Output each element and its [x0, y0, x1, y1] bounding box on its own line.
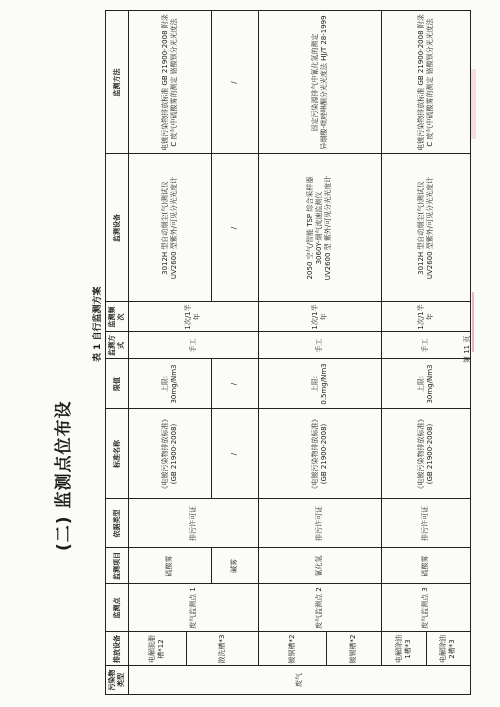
pollutant-type-cell: 废气: [294, 673, 303, 687]
basis-cell: 排污许可证: [315, 506, 323, 541]
monitoring-item-cell: 氰化氢: [315, 555, 323, 577]
device-cell: 3012H 型自动烟尘(气)测试仪 UV2600 型紫外/可见分光光度计: [416, 176, 434, 280]
table-rule: [186, 632, 187, 666]
standard-cell: 《电镀污染物排放标准》(GB 21900-2008): [160, 415, 178, 493]
monitoring-point-cell: 废气监测点 3: [421, 587, 429, 629]
limit-cell: 上限: 30mg/Nm3: [160, 364, 178, 404]
header-limit: 限值: [112, 377, 121, 391]
header-basis: 依据类型: [112, 509, 121, 538]
analysis-cell: 电镀污染物排放标准 GB 21900-2008 附录 C 废气中硫酸雾的测定 铬酸钡分光光度法: [160, 14, 178, 151]
table-caption: 表 1 自行监测方案: [93, 286, 103, 362]
header-equipment: 排放设备: [112, 635, 121, 663]
standard-cell: 《电镀污染物排放标准》(GB 21900-2008): [416, 415, 434, 493]
table-rule: [211, 11, 212, 302]
header-analysis: 监测方法: [112, 68, 121, 97]
limit-cell: 上限: 30mg/Nm3: [416, 364, 434, 404]
monitoring-point-cell: 废气监测点 1: [188, 587, 197, 629]
method-cell: 手工: [188, 338, 197, 353]
header-device: 监测设备: [112, 214, 121, 242]
header-frequency: 监测频次: [108, 306, 125, 328]
device-cell: 3012H 型自动烟尘(气)测试仪 UV2600 型紫外/可见分光光度计: [160, 176, 178, 280]
equipment-cell: 镀铜槽*2: [287, 634, 296, 664]
equipment-cell: 电解除油2槽*3: [439, 635, 456, 663]
section-heading: (二) 监测点位布设: [54, 400, 74, 551]
frequency-cell: 1次/1半年: [416, 304, 434, 330]
monitoring-plan-table: [105, 10, 471, 695]
equipment-cell: 镀锡槽*2: [349, 634, 357, 664]
frequency-cell: 1次/1半年: [310, 304, 328, 330]
analysis-cell: 电镀污染物排放标准 GB 21900-2008 附录 C 废气中硫酸雾的测定 铬酸钡分光光度法: [416, 14, 434, 151]
method-cell: 手工: [315, 338, 323, 353]
equipment-cell: 散洗槽*3: [217, 634, 226, 664]
monitoring-item-cell: 硫酸雾: [165, 555, 173, 577]
standard-cell: 《电镀污染物排放标准》(GB 21900-2008): [310, 415, 328, 493]
device-cell: 2050 空气/智能 TSP 综合采样器 3060Y-烟气流速监测仪 UV2600 型 紫外/可见分光光度计: [306, 175, 332, 281]
header-pollutant-type: 污染物类型: [108, 669, 125, 691]
equipment-cell: 电解脱脂槽*12: [148, 635, 165, 663]
method-cell: 手工: [421, 338, 429, 353]
basis-cell: 排污许可证: [421, 506, 429, 541]
basis-cell: 排污许可证: [188, 506, 197, 541]
limit-cell: /: [230, 382, 238, 386]
table-rule: [326, 632, 327, 666]
page-number: 第 11 页: [463, 335, 471, 363]
table-rule: [426, 632, 427, 666]
monitoring-item-cell: 硫酸雾: [421, 555, 429, 577]
device-cell: /: [230, 226, 238, 230]
equipment-cell: 电解除油1槽*3: [394, 635, 412, 663]
header-method: 监测方式: [108, 335, 125, 356]
frequency-cell: 1次/1半年: [184, 304, 201, 330]
limit-cell: 上限: 0.5mg/Nm3: [310, 363, 328, 405]
monitoring-point-cell: 废气监测点 2: [315, 587, 323, 629]
header-item: 监测项目: [112, 552, 121, 580]
header-standard: 标准名称: [112, 440, 121, 468]
table-rule: [211, 548, 212, 584]
header-point: 监测点: [112, 597, 121, 619]
monitoring-item-cell: 碱雾: [230, 559, 238, 573]
analysis-cell: 固定污染源排气中氰化氢的测定 异烟酸-吡唑啉酮分光光度法 HJ/T 28-1999: [310, 15, 328, 150]
standard-cell: /: [230, 452, 238, 456]
analysis-cell: /: [230, 81, 238, 84]
